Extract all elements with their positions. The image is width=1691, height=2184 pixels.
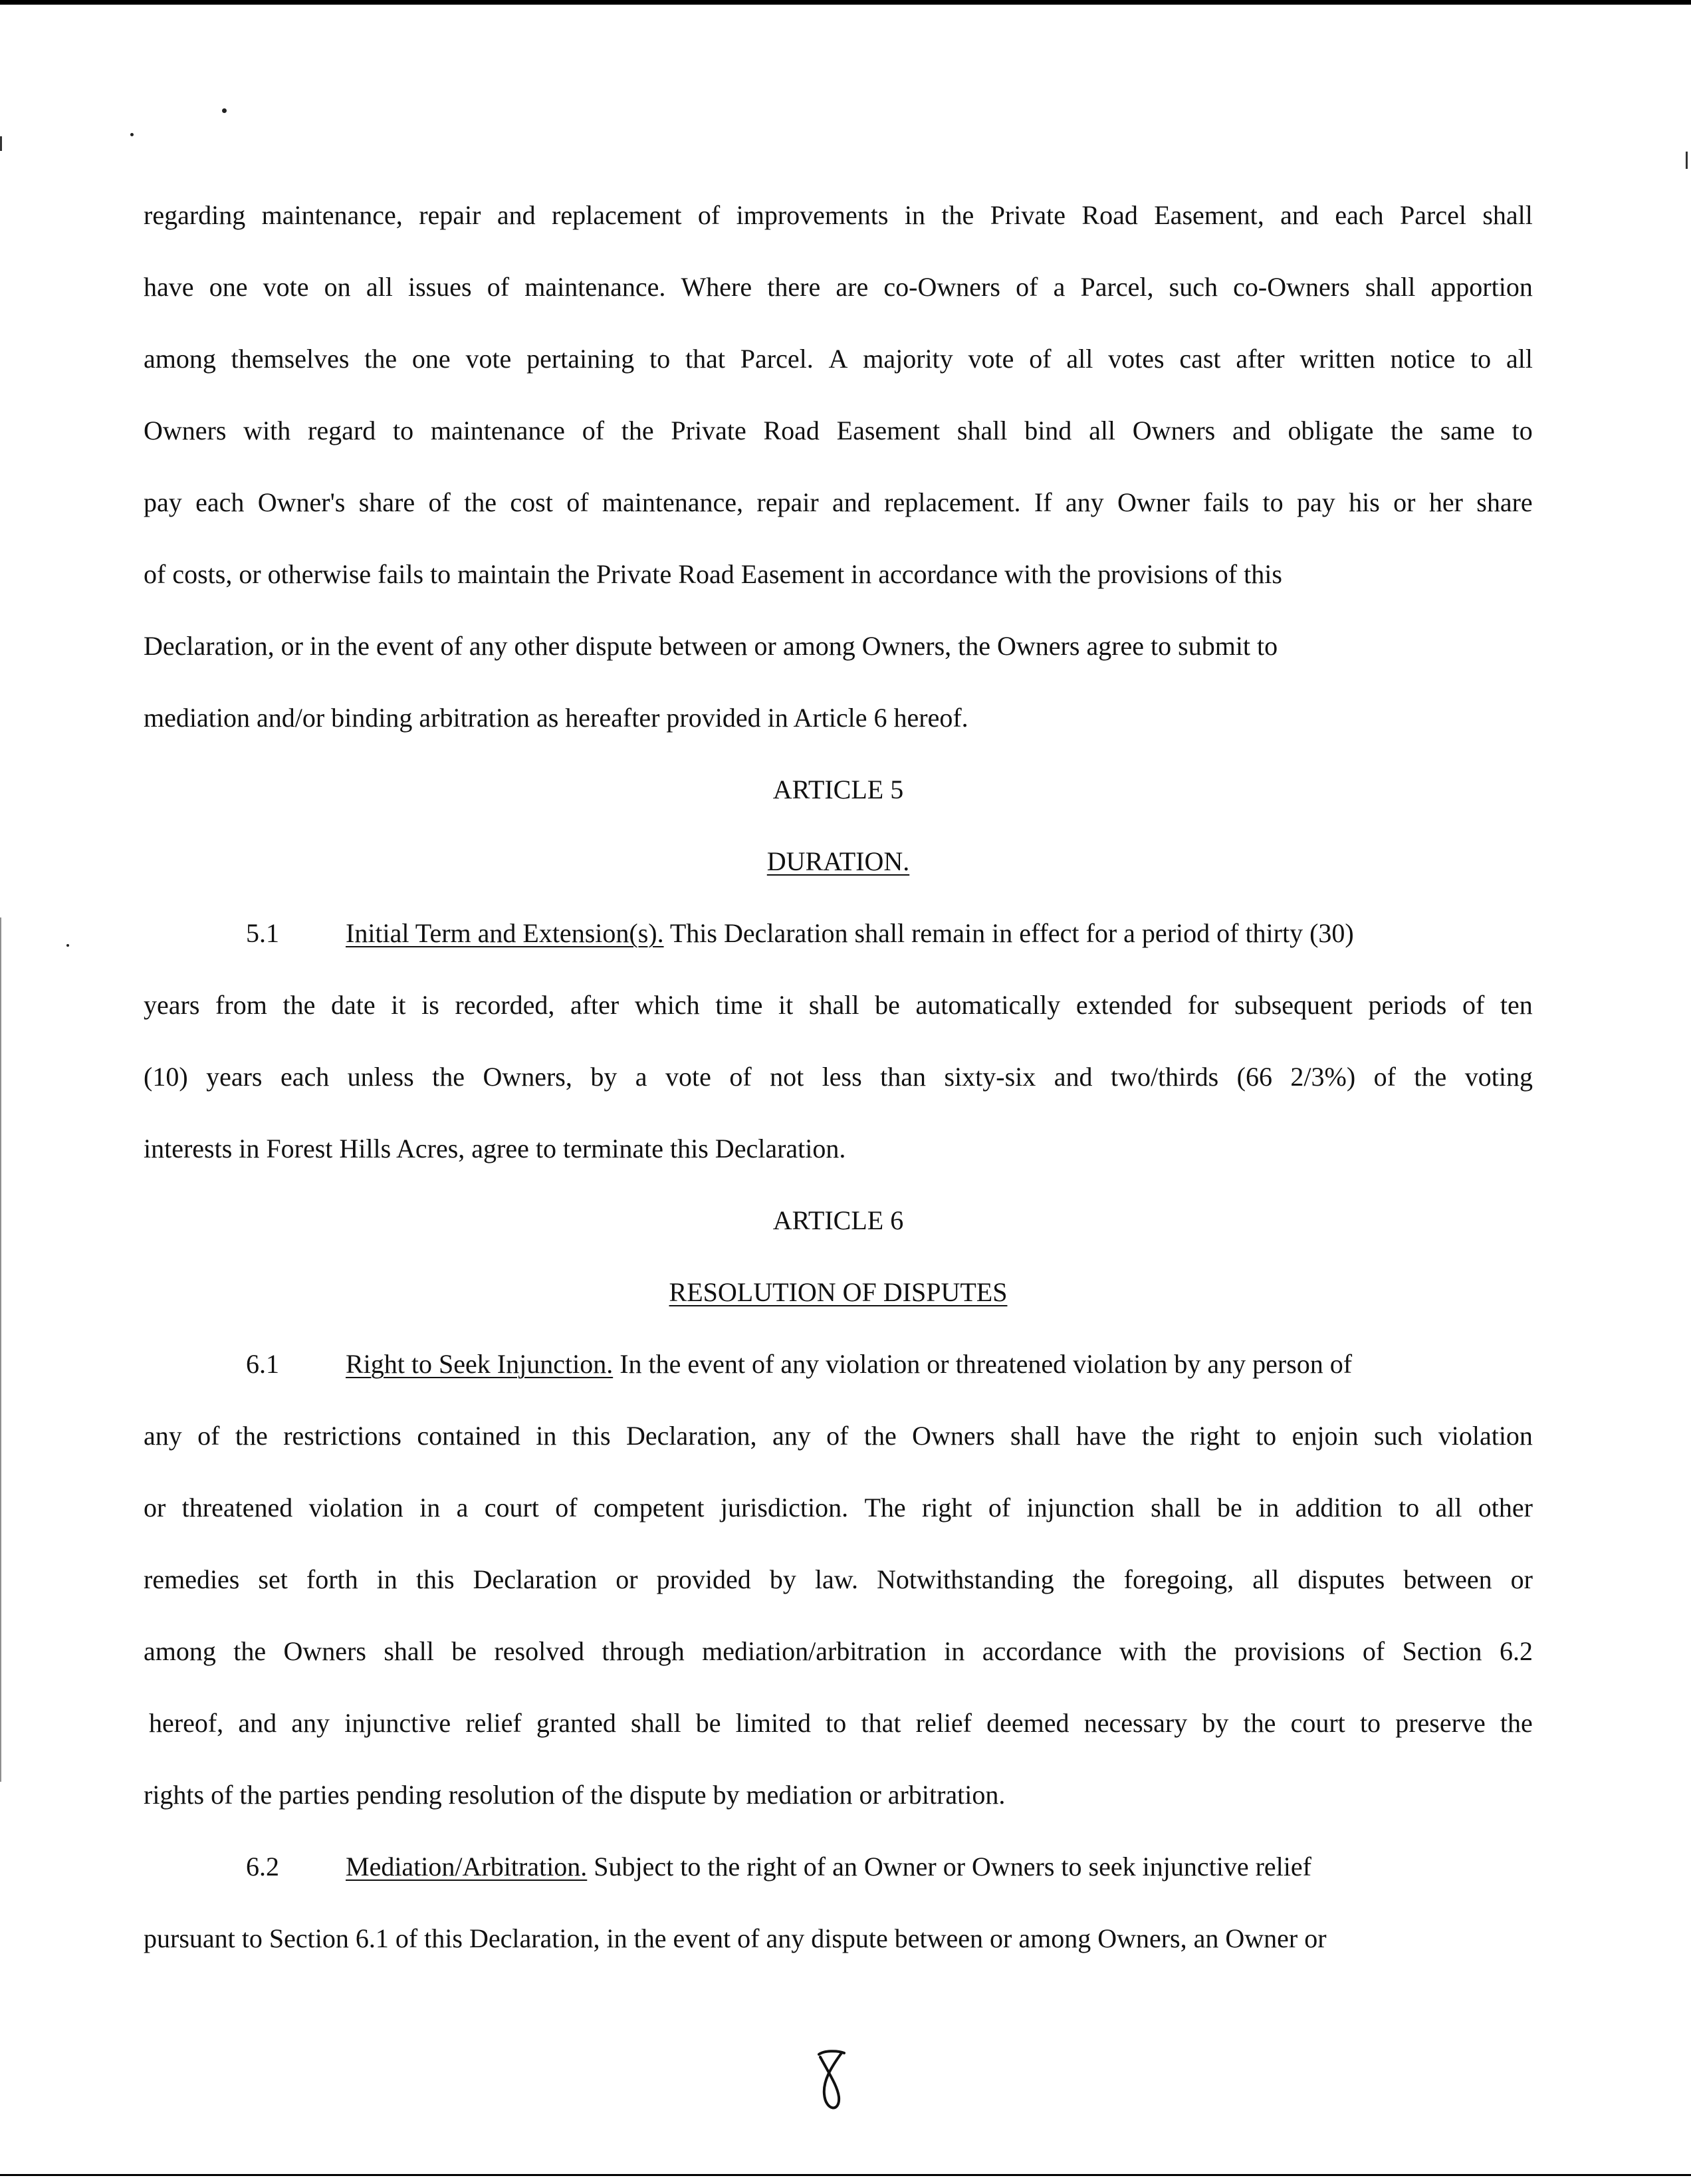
scan-top-border xyxy=(0,0,1691,5)
body-line: remedies set forth in this Declaration or provided by law. Notwithstanding the foregoing, all disputes between or xyxy=(144,1564,1533,1594)
body-line: pay each Owner's share of the cost of maintenance, repair and replacement. If any Owner fails to pay his or her share xyxy=(144,487,1533,517)
section-caption: Right to Seek Injunction. xyxy=(346,1349,614,1379)
body-line: years from the date it is recorded, after which time it shall be automatically extended for subsequent periods of ten xyxy=(144,990,1533,1020)
section-caption: Initial Term and Extension(s). xyxy=(346,918,664,948)
body-line: regarding maintenance, repair and replacement of improvements in the Private Road Easement, and each Parcel shall xyxy=(144,200,1533,230)
scan-speck xyxy=(130,133,134,136)
body-line: have one vote on all issues of maintenance. Where there are co-Owners of a Parcel, such co-Owners shall apportion xyxy=(144,272,1533,302)
scan-speck xyxy=(222,108,227,113)
scan-bottom-border xyxy=(0,2174,1691,2176)
body-line: of costs, or otherwise fails to maintain the Private Road Easement in accordance with the provisions of this xyxy=(144,559,1282,589)
body-line: rights of the parties pending resolution of the dispute by mediation or arbitration. xyxy=(144,1780,1006,1810)
body-line: among themselves the one vote pertaining to that Parcel. A majority vote of all votes cast after written notice to all xyxy=(144,344,1533,374)
article-heading: ARTICLE 5 xyxy=(772,775,904,804)
article-heading: ARTICLE 6 xyxy=(772,1205,904,1235)
body-line: (10) years each unless the Owners, by a vote of not less than sixty-six and two/thirds (66 2/3%) of the voting xyxy=(144,1062,1533,1092)
scan-edge-mark xyxy=(1686,152,1688,169)
body-line: any of the restrictions contained in this Declaration, any of the Owners shall have the right to enjoin such violation xyxy=(144,1421,1533,1451)
body-line: among the Owners shall be resolved through mediation/arbitration in accordance with the provisions of Section 6.2 xyxy=(144,1636,1533,1666)
section-first-line xyxy=(144,1344,1533,1384)
article-title-text: DURATION. xyxy=(766,846,910,876)
section-number: 6.2 xyxy=(246,1852,279,1881)
body-line: or threatened violation in a court of competent jurisdiction. The right of injunction shall be in addition to all other xyxy=(144,1493,1533,1522)
handwritten-page-number xyxy=(811,2048,851,2121)
section-number: 5.1 xyxy=(246,918,279,948)
article-title xyxy=(144,842,1533,882)
scan-edge-mark xyxy=(0,917,1,1782)
body-line: interests in Forest Hills Acres, agree to terminate this Declaration. xyxy=(144,1134,846,1163)
section-first-line xyxy=(144,1847,1533,1887)
body-line: hereof, and any injunctive relief granted shall be limited to that relief deemed necessary by the court to preserve the xyxy=(149,1708,1533,1738)
article-title xyxy=(144,1273,1533,1312)
section-text: In the event of any violation or threatened violation by any person of xyxy=(613,1349,1353,1379)
scan-edge-mark xyxy=(0,136,2,151)
section-caption: Mediation/Arbitration. xyxy=(346,1852,588,1881)
body-line: mediation and/or binding arbitration as hereafter provided in Article 6 hereof. xyxy=(144,703,968,733)
scan-speck xyxy=(66,944,69,947)
section-number: 6.1 xyxy=(246,1349,279,1379)
section-first-line xyxy=(144,913,1533,953)
section-text: This Declaration shall remain in effect for a period of thirty (30) xyxy=(663,918,1354,948)
body-line: pursuant to Section 6.1 of this Declaration, in the event of any dispute between or among Owners, an Owner or xyxy=(144,1923,1327,1953)
body-line: Owners with regard to maintenance of the Private Road Easement shall bind all Owners and obligate the same to xyxy=(144,416,1533,445)
article-title-text: RESOLUTION OF DISPUTES xyxy=(669,1277,1008,1307)
section-text: Subject to the right of an Owner or Owners to seek injunctive relief xyxy=(587,1852,1311,1881)
body-line: Declaration, or in the event of any other dispute between or among Owners, the Owners agree to submit to xyxy=(144,631,1278,661)
